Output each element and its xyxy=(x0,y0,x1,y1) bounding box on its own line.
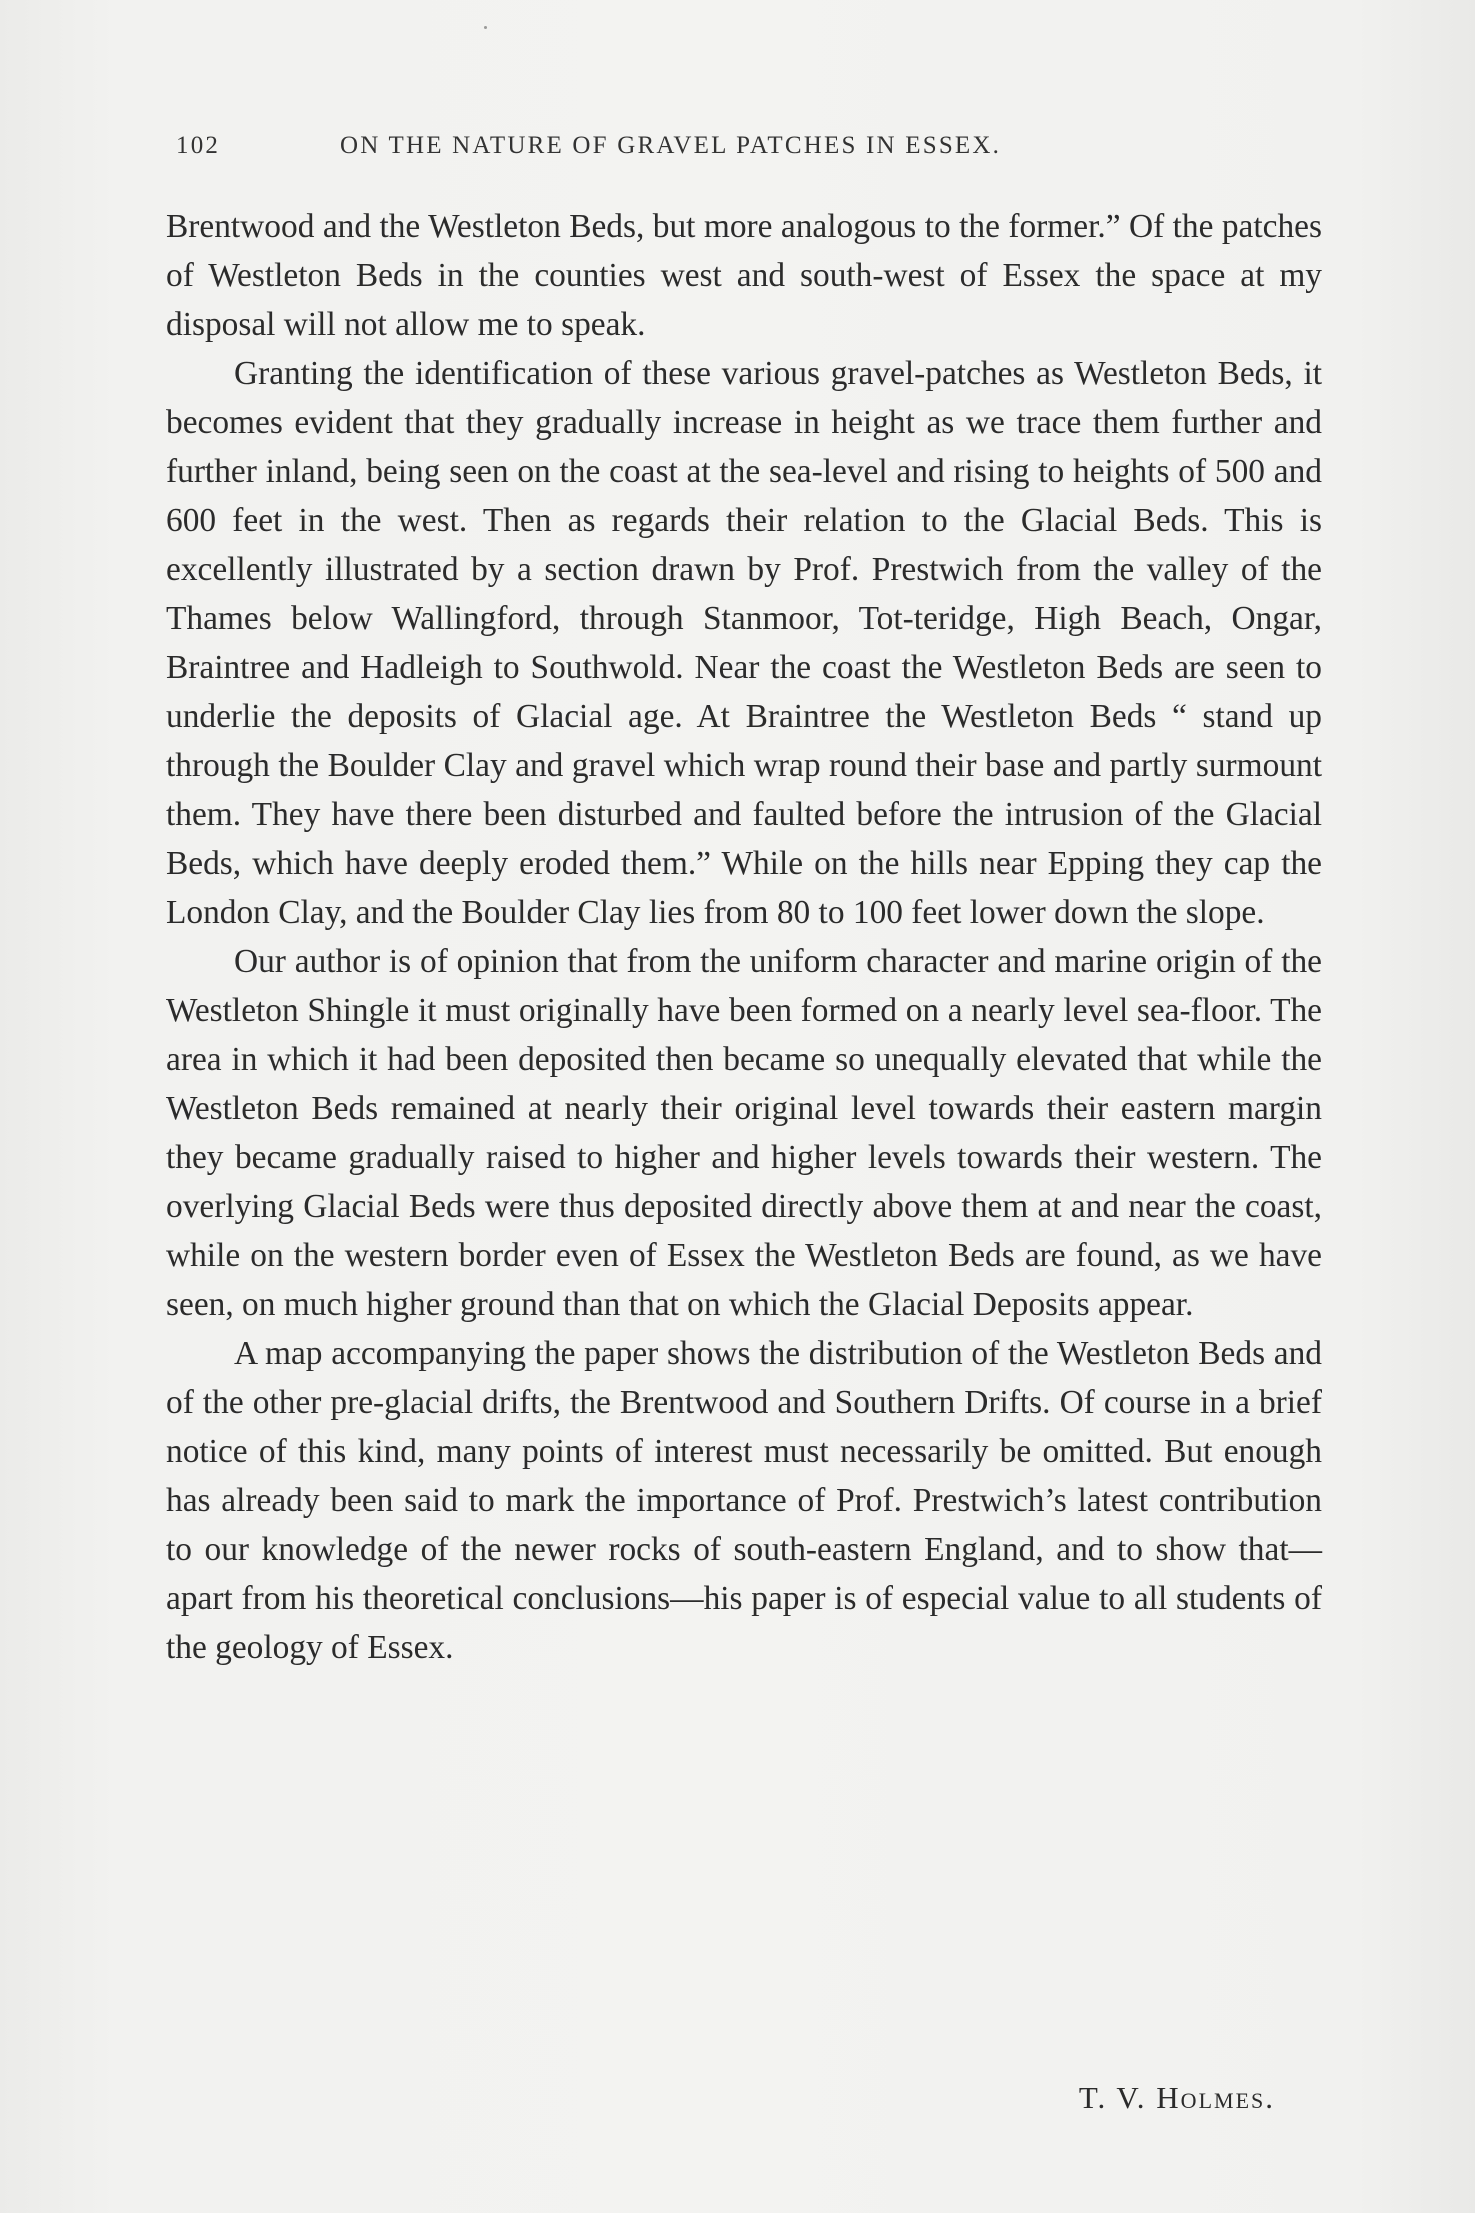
paragraph: Granting the identification of these various gravel-patches as Westleton Beds, it becomes evident that they gradually increase in height as we trace them further and further inland, being seen on the coast at the sea-level and rising to heights of 500 and 600 feet in the west. Then as regards their relation to the Glacial Beds. This is excellently illustrated by a section drawn by Prof. Prestwich from the valley of the Thames below Wallingford, through Stanmoor, Tot-teridge, High Beach, Ongar, Braintree and Hadleigh to Southwold. Near the coast the Westleton Beds are seen to underlie the deposits of Glacial age. At Braintree the Westleton Beds “ stand up through the Boulder Clay and gravel which wrap round their base and partly surmount them. They have there been disturbed and faulted before the intrusion of the Glacial Beds, which have deeply eroded them.” While on the hills near Epping they cap the London Clay, and the Boulder Clay lies from 80 to 100 feet lower down the slope. xyxy=(166,355,1322,931)
author-signature: T. V. Holmes. xyxy=(1078,2080,1275,2115)
body-text xyxy=(166,202,1322,1672)
page-number: 102 xyxy=(176,132,221,159)
running-head xyxy=(176,132,1326,172)
paragraph: A map accompanying the paper shows the distribution of the Westleton Beds and of the other pre-glacial drifts, the Brentwood and Southern Drifts. Of course in a brief notice of this kind, many points of interest must necessarily be omitted. But enough has already been said to mark the importance of Prof. Prestwich’s latest contribution to our knowledge of the newer rocks of south-eastern England, and to show that—apart from his theoretical conclusions—his paper is of especial value to all students of the geology of Essex. xyxy=(166,1335,1322,1666)
paragraph-continuation: Brentwood and the Westleton Beds, but more analogous to the former.” Of the patches of Westleton Beds in the counties west and south-west of Essex the space at my disposal will not allow me to speak. xyxy=(166,208,1322,343)
running-title: ON THE NATURE OF GRAVEL PATCHES IN ESSEX. xyxy=(340,132,1002,159)
paper-speck xyxy=(484,26,487,29)
paragraph: Our author is of opinion that from the uniform character and marine origin of the Westleton Shingle it must originally have been formed on a nearly level sea-floor. The area in which it had been deposited then became so unequally elevated that while the Westleton Beds remained at nearly their original level towards their eastern margin they became gradually raised to higher and higher levels towards their western. The overlying Glacial Beds were thus deposited directly above them at and near the coast, while on the western border even of Essex the Westleton Beds are found, as we have seen, on much higher ground than that on which the Glacial Deposits appear. xyxy=(166,943,1322,1323)
